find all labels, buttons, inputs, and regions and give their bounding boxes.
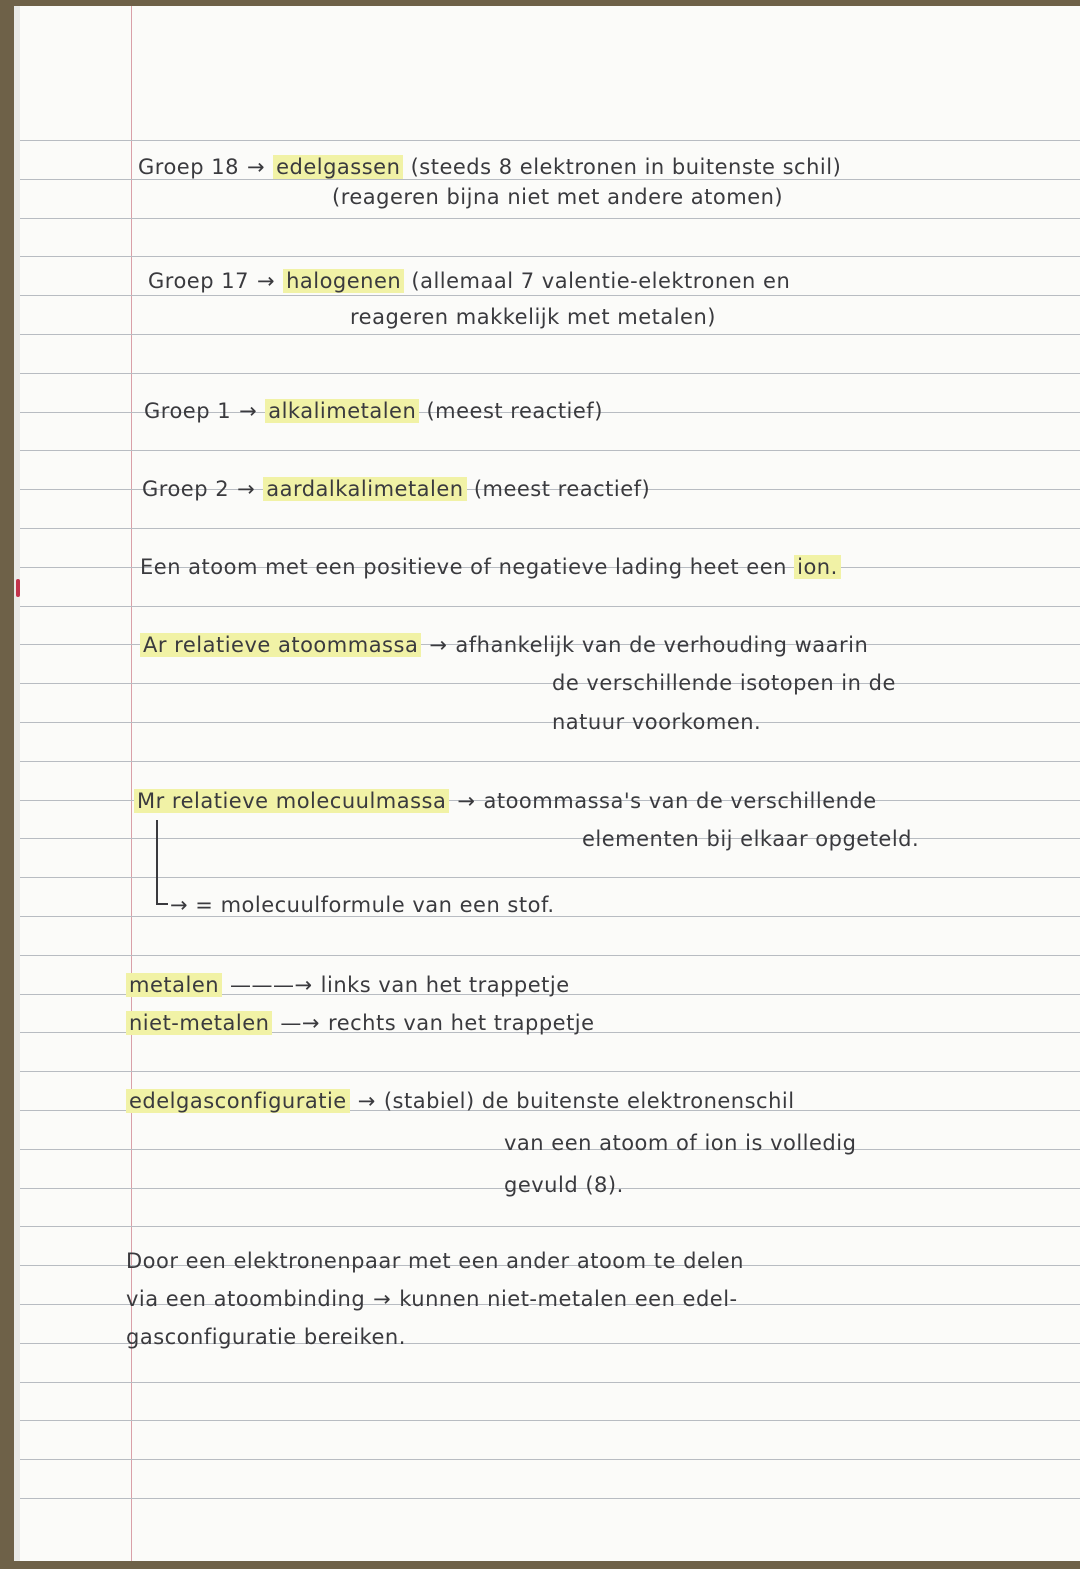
note-text: afhankelijk van de verhouding waarin [455,633,869,657]
bracket-line [156,820,158,904]
note-text: (stabiel) de buitenste elektronenschil [383,1089,795,1113]
note-niet-metalen [126,1010,595,1036]
ruled-line [20,722,1080,723]
note-text: Een atoom met een positieve of negatieve lading heet een [140,555,787,579]
arrow-icon: → [429,633,448,657]
arrow-icon: → [170,893,189,917]
ruled-line [20,528,1080,529]
note-ar-line3: natuur voorkomen. [552,710,762,734]
note-atoombinding-line2 [126,1286,738,1312]
note-mr-line2: elementen bij elkaar opgeteld. [582,827,920,851]
note-ar-line2: de verschillende isotopen in de [552,671,896,695]
arrow-icon: → [256,269,276,293]
arrow-icon: → [373,1287,392,1311]
note-text: (meest reactief) [426,399,603,423]
arrow-icon: → [357,1089,376,1113]
ruled-line [20,218,1080,219]
arrow-icon: → [457,789,476,813]
note-groep1 [144,398,603,424]
ruled-line [20,1226,1080,1227]
ruled-line [20,140,1080,141]
note-text: atoommassa's van de verschillende [483,789,877,813]
notebook-page [14,6,1080,1561]
ruled-line [20,450,1080,451]
note-atoombinding-line3: gasconfiguratie bereiken. [126,1325,406,1349]
ruled-line [20,877,1080,878]
ruled-line [20,838,1080,839]
ruled-line [20,683,1080,684]
note-atoombinding-line1: Door een elektronenpaar met een ander atoom te delen [126,1249,744,1273]
note-text: links van het trappetje [320,973,570,997]
note-ar [140,632,868,658]
highlighted-term: metalen [126,973,222,997]
note-text: (allemaal 7 valentie-elektronen en [411,269,791,293]
note-metalen [126,972,570,998]
note-text: (steeds 8 elektronen in buitenste schil) [410,155,842,179]
red-mark [16,579,20,597]
group-label: Groep 17 [148,269,249,293]
highlighted-term: ion. [794,555,841,579]
note-text: rechts van het trappetje [328,1011,595,1035]
note-ion [140,554,841,580]
ruled-line [20,334,1080,335]
ruled-line [20,955,1080,956]
ruled-line [20,373,1080,374]
arrow-icon: → [239,399,258,423]
highlighted-term: aardalkalimetalen [263,477,466,501]
ruled-line [20,1382,1080,1383]
note-edelgas-line2: van een atoom of ion is volledig [504,1131,857,1155]
arrow-icon: → [246,155,266,179]
note-groep18 [138,154,841,180]
arrow-icon: → [237,477,256,501]
arrow-icon: ———→ [230,973,313,997]
ruled-line [20,1459,1080,1460]
highlighted-term: Ar relatieve atoommassa [140,633,421,657]
note-text: kunnen niet-metalen een edel- [399,1287,738,1311]
note-text: = molecuulformule van een stof. [195,893,555,917]
note-text: (meest reactief) [473,477,651,501]
ruled-line [20,256,1080,257]
note-groep17-line2: reageren makkelijk met metalen) [350,305,716,329]
note-groep2 [142,476,650,502]
highlighted-term: Mr relatieve molecuulmassa [134,789,449,813]
highlighted-term: halogenen [283,269,404,293]
note-groep18-line2: (reageren bijna niet met andere atomen) [332,185,784,209]
ruled-line [20,1420,1080,1421]
highlighted-term: edelgassen [273,155,403,179]
ruled-line [20,606,1080,607]
bracket-line [156,903,168,905]
note-mr [134,788,877,814]
note-groep17 [148,268,790,294]
note-mr-sub [170,892,555,918]
group-label: Groep 1 [144,399,232,423]
note-text: via een atoombinding [126,1287,366,1311]
ruled-line [20,761,1080,762]
highlighted-term: niet-metalen [126,1011,272,1035]
note-edelgasconfiguratie [126,1088,795,1114]
highlighted-term: edelgasconfiguratie [126,1089,350,1113]
group-label: Groep 2 [142,477,230,501]
note-edelgas-line3: gevuld (8). [504,1173,624,1197]
highlighted-term: alkalimetalen [265,399,419,423]
ruled-line [20,1498,1080,1499]
group-label: Groep 18 [138,155,239,179]
arrow-icon: —→ [280,1011,321,1035]
ruled-line [20,295,1080,296]
ruled-line [20,1071,1080,1072]
